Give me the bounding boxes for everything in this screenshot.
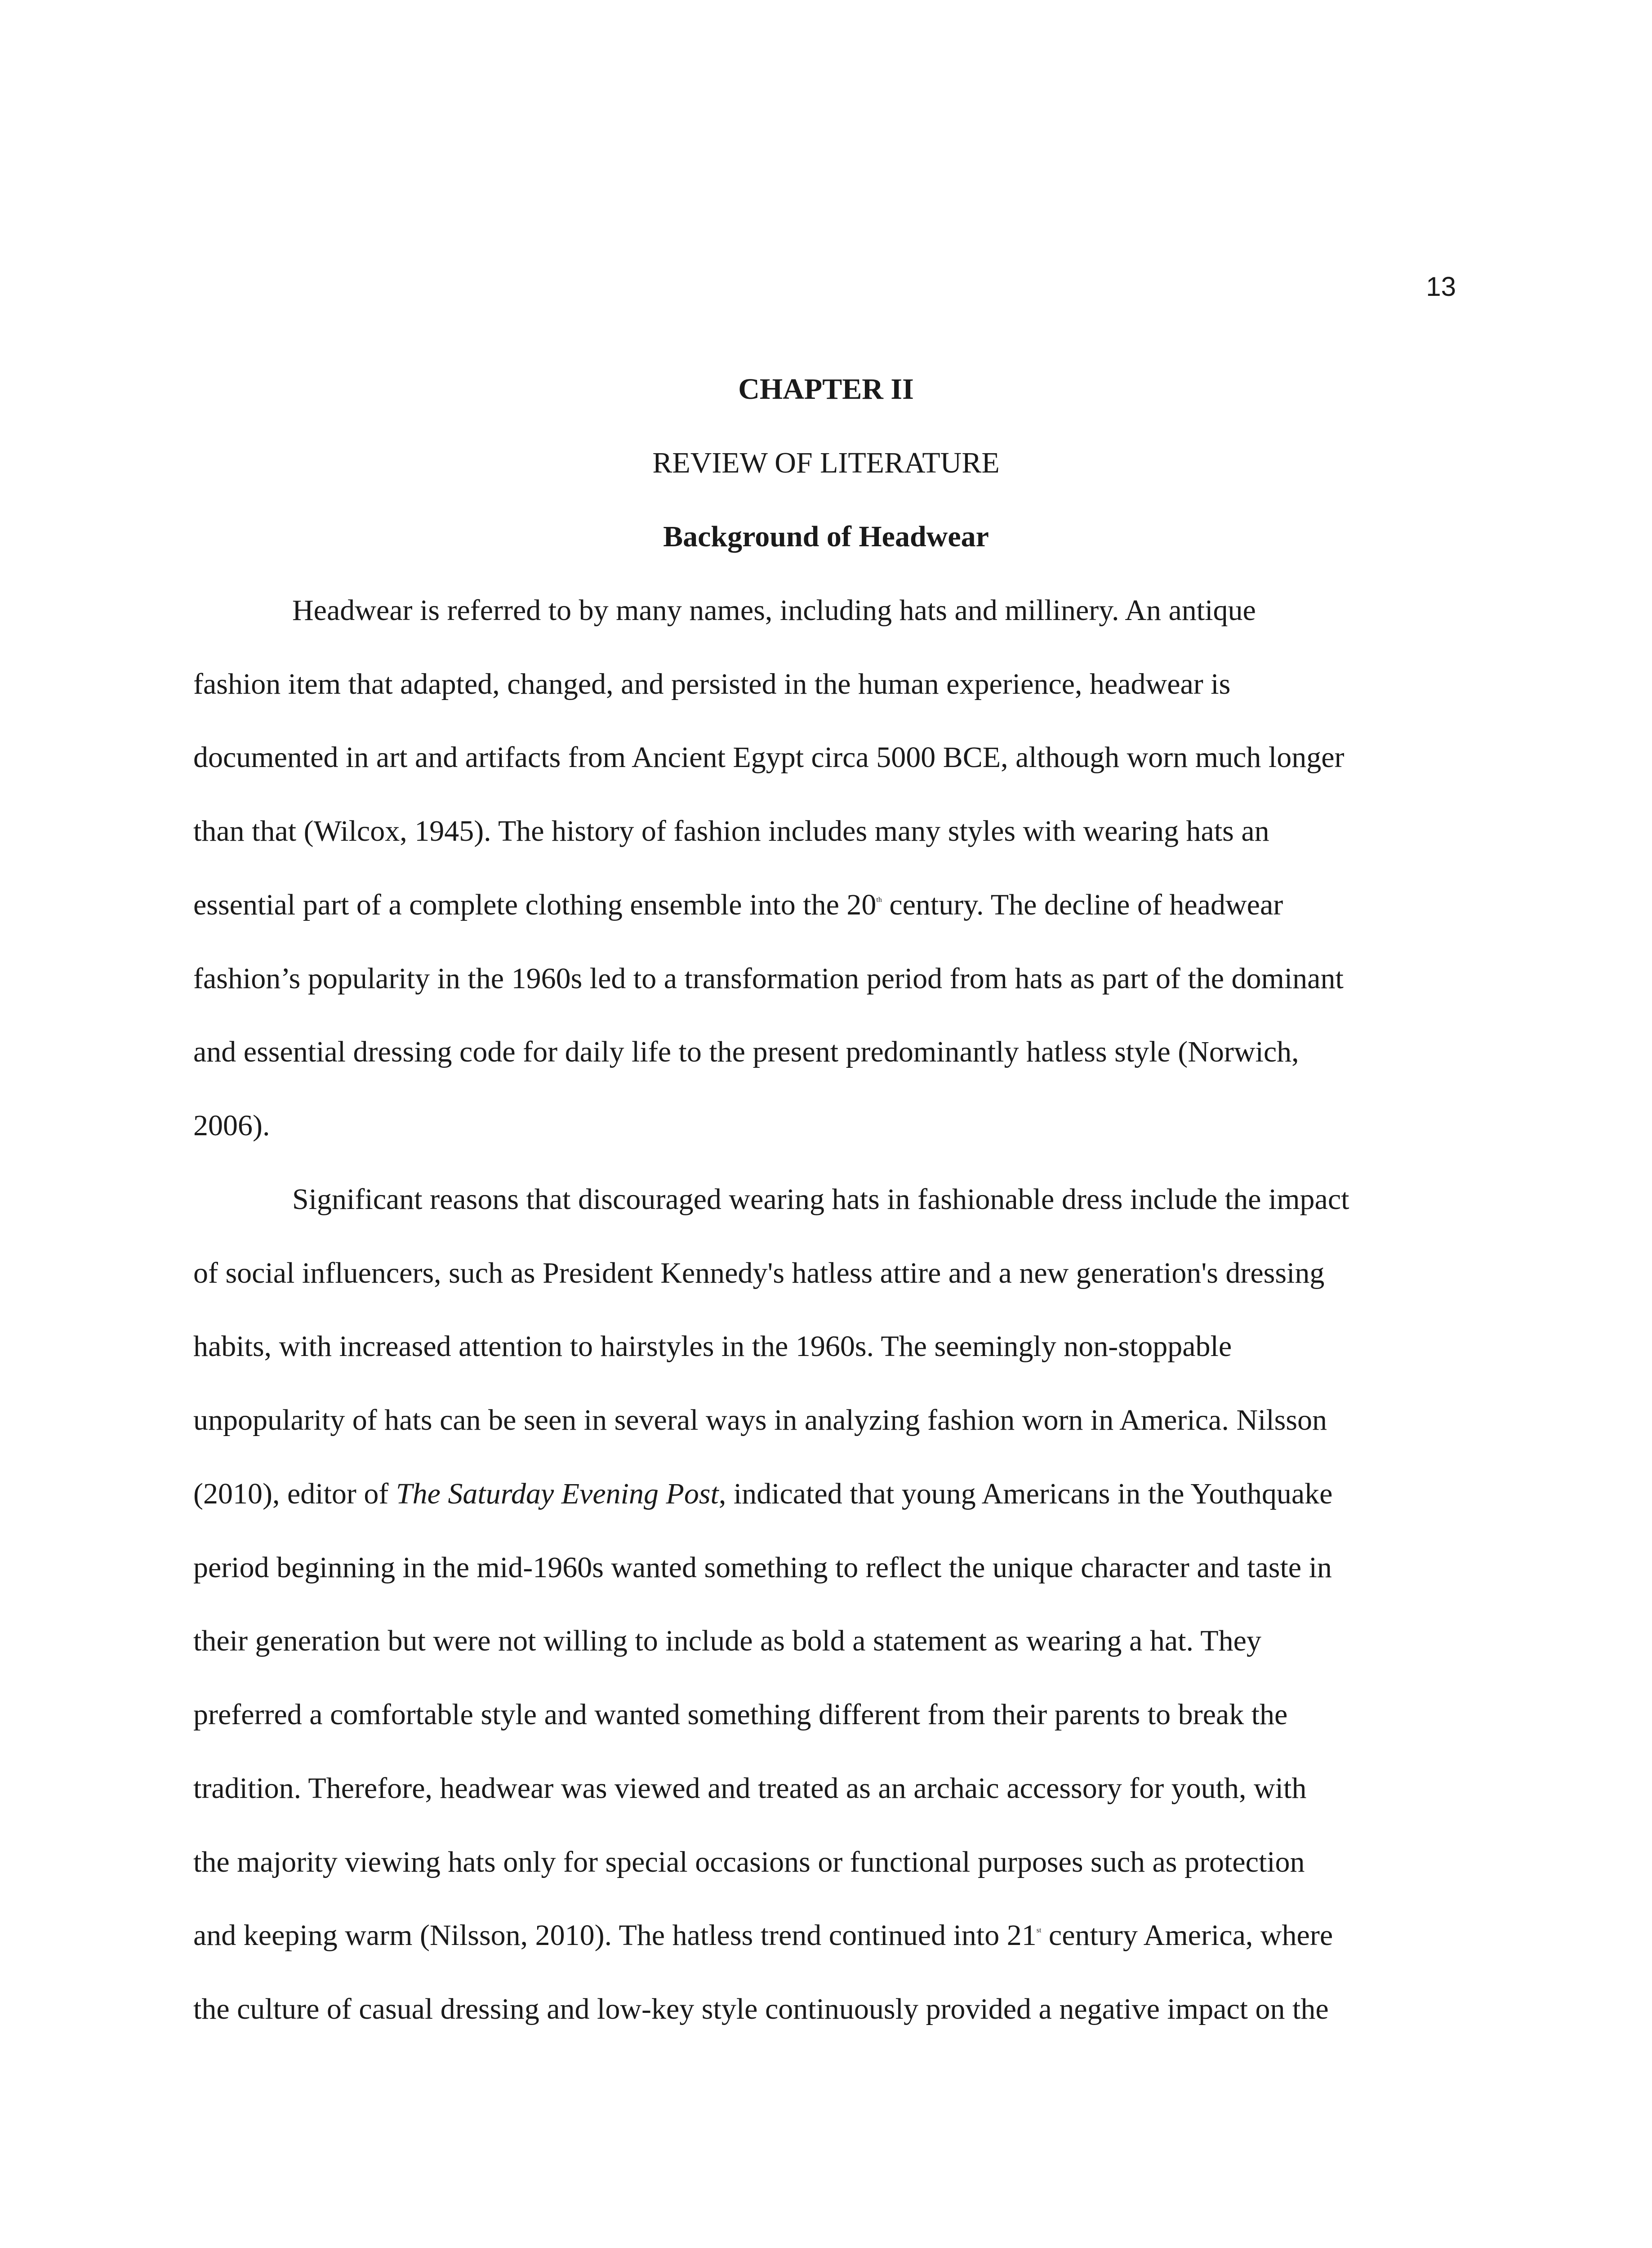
text-run: century America, where [1041, 1919, 1333, 1952]
ordinal-suffix: st [1036, 1927, 1042, 1934]
text-run: and keeping warm (Nilsson, 2010). The hatless trend continued into 21 [193, 1919, 1037, 1952]
paragraph-line: 2006). [193, 1109, 270, 1142]
publication-title: The Saturday Evening Post [396, 1477, 719, 1510]
ordinal-suffix: th [876, 896, 882, 904]
page-number: 13 [1426, 272, 1456, 302]
paragraph-line: preferred a comfortable style and wanted something different from their parents to break the [193, 1698, 1288, 1731]
paragraph-line: and essential dressing code for daily life to the present predominantly hatless style (Norwich, [193, 1035, 1299, 1068]
paragraph-line: unpopularity of hats can be seen in several ways in analyzing fashion worn in America. Nilsson [193, 1404, 1327, 1436]
paragraph-line: fashion item that adapted, changed, and persisted in the human experience, headwear is [193, 668, 1231, 700]
section-heading: REVIEW OF LITERATURE [652, 446, 1000, 479]
paragraph-line: of social influencers, such as President Kennedy's hatless attire and a new generation's dressing [193, 1257, 1325, 1289]
paragraph-line: documented in art and artifacts from Ancient Egypt circa 5000 BCE, although worn much longer [193, 741, 1345, 774]
paragraph-line: period beginning in the mid-1960s wanted something to reflect the unique character and taste in [193, 1551, 1332, 1584]
text-run: (2010), editor of [193, 1477, 396, 1510]
paragraph-line: the culture of casual dressing and low-key style continuously provided a negative impact on the [193, 1993, 1329, 2025]
paragraph-line: fashion’s popularity in the 1960s led to a transformation period from hats as part of the dominant [193, 962, 1344, 995]
subheading: Background of Headwear [663, 520, 989, 553]
paragraph-line: Headwear is referred to by many names, including hats and millinery. An antique [292, 594, 1256, 627]
paragraph-line: the majority viewing hats only for special occasions or functional purposes such as protection [193, 1846, 1305, 1878]
paragraph-line: tradition. Therefore, headwear was viewed and treated as an archaic accessory for youth, with [193, 1772, 1307, 1805]
paragraph-line [193, 887, 1283, 923]
paragraph-line: Significant reasons that discouraged wearing hats in fashionable dress include the impact [292, 1183, 1349, 1216]
text-run: century. The decline of headwear [882, 888, 1283, 921]
paragraph-line: habits, with increased attention to hairstyles in the 1960s. The seemingly non-stoppable [193, 1330, 1232, 1363]
text-run: essential part of a complete clothing ensemble into the 20 [193, 888, 877, 921]
paragraph-line: their generation but were not willing to include as bold a statement as wearing a hat. They [193, 1624, 1261, 1657]
paragraph-line: than that (Wilcox, 1945). The history of fashion includes many styles with wearing hats an [193, 815, 1269, 847]
chapter-heading: CHAPTER II [738, 373, 914, 406]
paragraph-line [193, 1476, 1332, 1512]
paragraph-line [193, 1918, 1333, 1954]
text-run: , indicated that young Americans in the Youthquake [718, 1477, 1333, 1510]
